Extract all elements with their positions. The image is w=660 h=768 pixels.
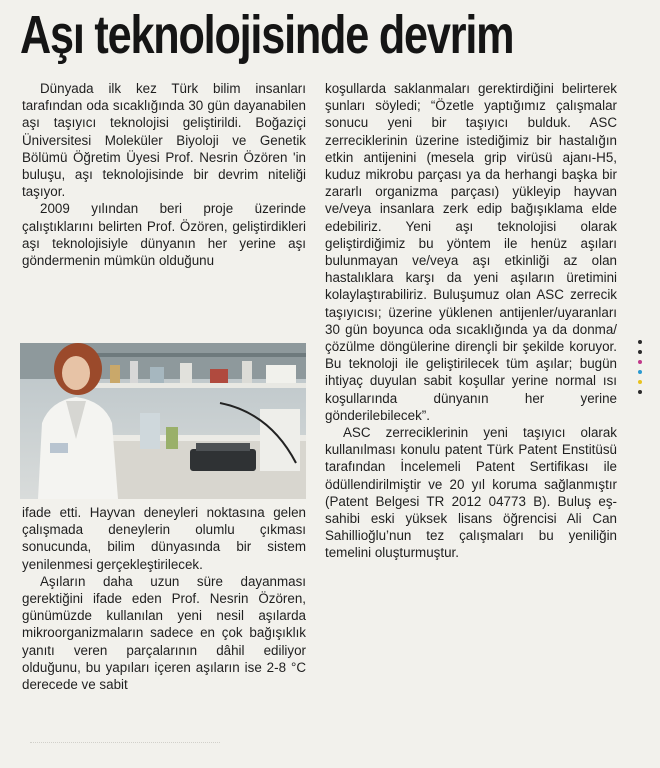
paragraph: Dünyada ilk kez Türk bilim insanları tarafından oda sıcaklığında 30 gün dayanabilen aşı taşıyıcı teknolojisi geliştirildi. Boğaziçi Üniversitesi Moleküler Biyoloji ve Genetik Bölümü Öğretim Üyesi Prof. Nesrin Özören 'in buluşu, aşı teknolojisinde bir devrim niteliği taşıyor. [22,81,306,200]
paragraph: koşullarda saklanmaları gerektirdiğini belirterek şunları söyledi; “Özetle yaptığımız çalışmalar sonucu yeni bir taşıyıcı bulduk. ASC zerreciklerinin üzerine istediğimiz bir hastalığın etkin antijenini (mesela grip virüsü ajanı-H5, kuduz mikrobu parçası ya da herhangi başka bir zararlı organizma parçası) yükleyip hayvan ve/veya insanlara zerk edip bağışıklama elde edebiliriz. Yeni aşı teknolojisi olarak geliştirdiğimiz bu yöntem ile henüz aşıları bulunmayan ve/veya aşı etkinliği az olan hastalıklara karşı da yeni aşıların üretimini kolaylaştırabiliriz. Buluşumuz olan ASC zerrecik taşıyıcısı; üzerine yüklenen antijenler/uyaranları 30 gün boyunca oda sıcaklığında ya da donma/çözülme döngülerine dirençli bir şekilde koruyor. Bu teknoloji ile geliştirilecek tüm aşılar; bugün ihtiyaç duyulan sabit koşullar yerine normal ısı koşullarında dünyanın her yerine gönderilebilecek”. [325,81,617,423]
lab-photo [20,343,306,499]
margin-color-dots [636,340,646,420]
lab-photo-image [20,343,306,499]
paragraph: 2009 yılından beri proje üzerinde çalıştıklarını belirten Prof. Özören, geliştirdikleri aşı teknolojisiyle dünyanın her yerine aşı göndermenin mümkün olduğunu [22,201,306,269]
margin-dot [638,390,642,394]
margin-dot [638,360,642,364]
margin-dot [638,370,642,374]
print-smudge [30,742,220,751]
paragraph: Aşıların daha uzun süre dayanması gerektiğini ifade eden Prof. Nesrin Özören, günümüzde kullanılan yeni nesil aşılarda mikroorganizmaların sadece en çok bağışıklık yanıtı veren parçalarının dâhil ediliyor olduğunu, bu yapıları içeren aşıların ise 2-8 °C derecede ve sabit [22,573,306,693]
paragraph: ifade etti. Hayvan deneyleri noktasına gelen çalışmada deneylerin olumlu çıkması sonucunda, bilim dünyasında bir sistem yenilenmesi gerçekleştirilecek. [22,505,306,572]
article-headline: Aşı teknolojisinde devrim [20,5,514,65]
left-column-bottom [22,504,306,693]
right-column [325,80,617,562]
left-column-top [22,80,306,269]
paragraph: ASC zerreciklerinin yeni taşıyıcı olarak kullanılması konulu patent Türk Patent Enstitüsü tarafından İncelemeli Patent Sertifikası ile ödüllendirilmiştir ve 20 yıl koruma sağlanmıştır (Patent Belgesi TR 2012 04773 B). Buluş eş-sahibi eski yüksek lisans öğrencisi Ali Can Sahillioğlu’nun tez çalışmaları bu yeniliğin temelini oluşturmuştur. [325,425,617,561]
margin-dot [638,350,642,354]
margin-dot [638,340,642,344]
margin-dot [638,380,642,384]
